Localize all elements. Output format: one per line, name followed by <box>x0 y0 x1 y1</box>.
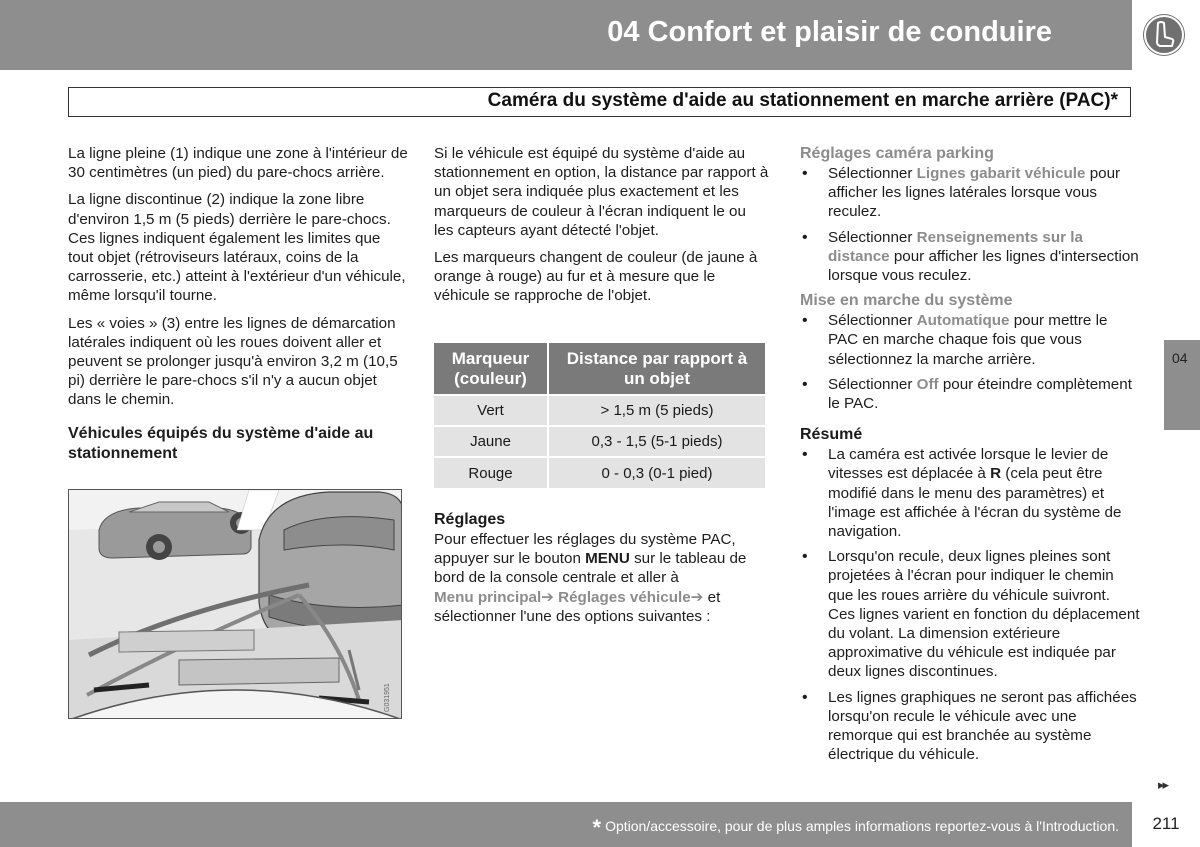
system-start-heading: Mise en marche du système <box>800 292 1013 310</box>
reglages-block <box>434 510 769 634</box>
parking-camera-heading: Réglages caméra parking <box>800 145 994 162</box>
paragraph: Si le véhicule est équipé du système d'aide au stationnement en option, la distance par rapport à un objet sera indiquée plus exactement et les marqueurs de couleur à l'écran indiquent le ou les capteurs ayant détecté l'objet. <box>434 145 769 239</box>
list-item <box>800 164 1140 222</box>
text: (cela peut être modifié dans le menu des paramètres) et l'image est affichée à l'écran du système de navigation. <box>828 465 1122 541</box>
paragraph: La ligne pleine (1) indique une zone à l'intérieur de 30 centimètres (un pied) du pare-chocs arrière. <box>68 145 408 182</box>
table-cell: Rouge <box>434 457 548 488</box>
list-item <box>800 228 1140 286</box>
list-item <box>800 445 1140 541</box>
footer-bar <box>0 802 1132 847</box>
option-name: Lignes gabarit véhicule <box>916 165 1086 182</box>
arrow-icon: ➔ <box>541 588 554 606</box>
table-cell: 0 - 0,3 (0-1 pied) <box>548 457 765 488</box>
gear-letter: R <box>990 465 1002 483</box>
table-row <box>434 426 765 457</box>
text: La caméra est activée lorsque le levier de vitesses est déplacée à <box>828 446 1109 483</box>
list-item <box>800 375 1140 413</box>
table-row <box>434 395 765 426</box>
paragraph: La ligne discontinue (2) indique la zone libre d'environ 1,5 m (5 pieds) derrière le pare-chocs. Ces lignes indiquent également les limites que tout objet (rétroviseurs latéraux, coins de la carrosserie, etc.) atteint à l'extérieur d'un véhicule, même lorsqu'il tourne. <box>68 191 406 305</box>
menu-button-name: MENU <box>585 550 630 568</box>
paragraph: Les « voies » (3) entre les lignes de démarcation latérales indiquent où les roues doivent aller et peuvent se prolonger jusqu'à environ 3,2 m (10,5 pi) derrière le pare-chocs s'il n'y a aucun objet dans le chemin. <box>68 314 398 409</box>
text: pour éteindre complètement le PAC. <box>828 375 1132 413</box>
option-name: Renseignements sur la distance <box>828 228 1083 265</box>
column-2 <box>434 144 769 314</box>
table-cell: Vert <box>434 395 548 426</box>
section-title-box <box>68 87 1131 117</box>
table-row <box>434 457 765 488</box>
option-name: Off <box>916 375 939 393</box>
table-cell: > 1,5 m (5 pieds) <box>548 395 765 426</box>
footer-note-text: Option/accessoire, pour de plus amples informations reportez-vous à l'Introduction. <box>605 818 1119 834</box>
table-header: Marqueur (couleur) <box>434 343 548 395</box>
chapter-icon-box <box>1132 0 1200 70</box>
text: pour afficher les lignes d'intersection lorsque vous reculez. <box>828 247 1139 285</box>
camera-view-illustration <box>68 489 402 719</box>
table-header: Distance par rapport à un objet <box>548 343 765 395</box>
text: et sélectionner l'une des options suivantes : <box>434 588 721 625</box>
text: pour mettre le PAC en marche chaque fois que vous sélectionnez la marche arrière. <box>828 312 1108 368</box>
column-1 <box>68 144 408 470</box>
text: Sélectionner <box>828 165 917 182</box>
table-cell: 0,3 - 1,5 (5-1 pieds) <box>548 426 765 457</box>
parking-options-list <box>800 164 1140 285</box>
chapter-side-tab-label: 04 <box>1172 350 1188 366</box>
list-item: • Lorsqu'on recule, deux lignes pleines sont projetées à l'écran pour indiquer le chemin que les roues arrière du véhicule suivront. Ces lignes varient en fonction du déplacement du volant. La dimension extérieure approximative du véhicule est indiquée par deux lignes discontinues. <box>800 547 1140 681</box>
list-item <box>800 311 1140 369</box>
marker-distance-table <box>434 343 765 488</box>
text: Sélectionner <box>828 228 917 246</box>
text: Sélectionner <box>828 375 917 393</box>
reglages-heading: Réglages <box>434 511 506 528</box>
subheading: Véhicules équipés du système d'aide au stationnement <box>68 424 374 462</box>
arrow-icon: ➔ <box>690 588 704 606</box>
summary-heading: Résumé <box>800 426 863 444</box>
menu-path-main: Menu principal <box>434 588 542 606</box>
section-title: Caméra du système d'aide au stationnement en marche arrière (PAC)* <box>487 90 1118 111</box>
reglages-paragraph <box>434 530 769 626</box>
option-name: Automatique <box>916 312 1010 330</box>
text: pour afficher les lignes latérales lorsque vous reculez. <box>828 165 1121 221</box>
continue-arrows-icon: ▸▸ <box>1158 777 1168 792</box>
text: Pour effectuer les réglages du système PAC, appuyer sur le bouton <box>434 531 736 568</box>
table-cell: Jaune <box>434 426 548 457</box>
chapter-title: 04 Confort et plaisir de conduire <box>607 16 1052 48</box>
page-number: 211 <box>1132 802 1200 847</box>
text: Sélectionner <box>828 312 917 330</box>
start-options-list <box>800 311 1140 413</box>
list-item: • Les lignes graphiques ne seront pas affichées lorsqu'on recule le véhicule avec une remorque qui est branchée au système électrique du véhicule. <box>800 688 1140 765</box>
column-3 <box>800 144 1140 770</box>
seat-icon <box>1143 14 1185 56</box>
summary-list <box>800 445 1140 764</box>
footer-note <box>593 815 1120 841</box>
paragraph: Les marqueurs changent de couleur (de jaune à orange à rouge) au fur et à mesure que le véhicule se rapproche de l'objet. <box>434 249 758 305</box>
asterisk: * <box>592 815 602 840</box>
chapter-header <box>0 0 1132 70</box>
text: sur le tableau de bord de la console centrale et aller à <box>434 550 747 587</box>
menu-path-vehicle: Réglages véhicule <box>558 588 691 606</box>
image-code: G031951 <box>384 683 391 712</box>
